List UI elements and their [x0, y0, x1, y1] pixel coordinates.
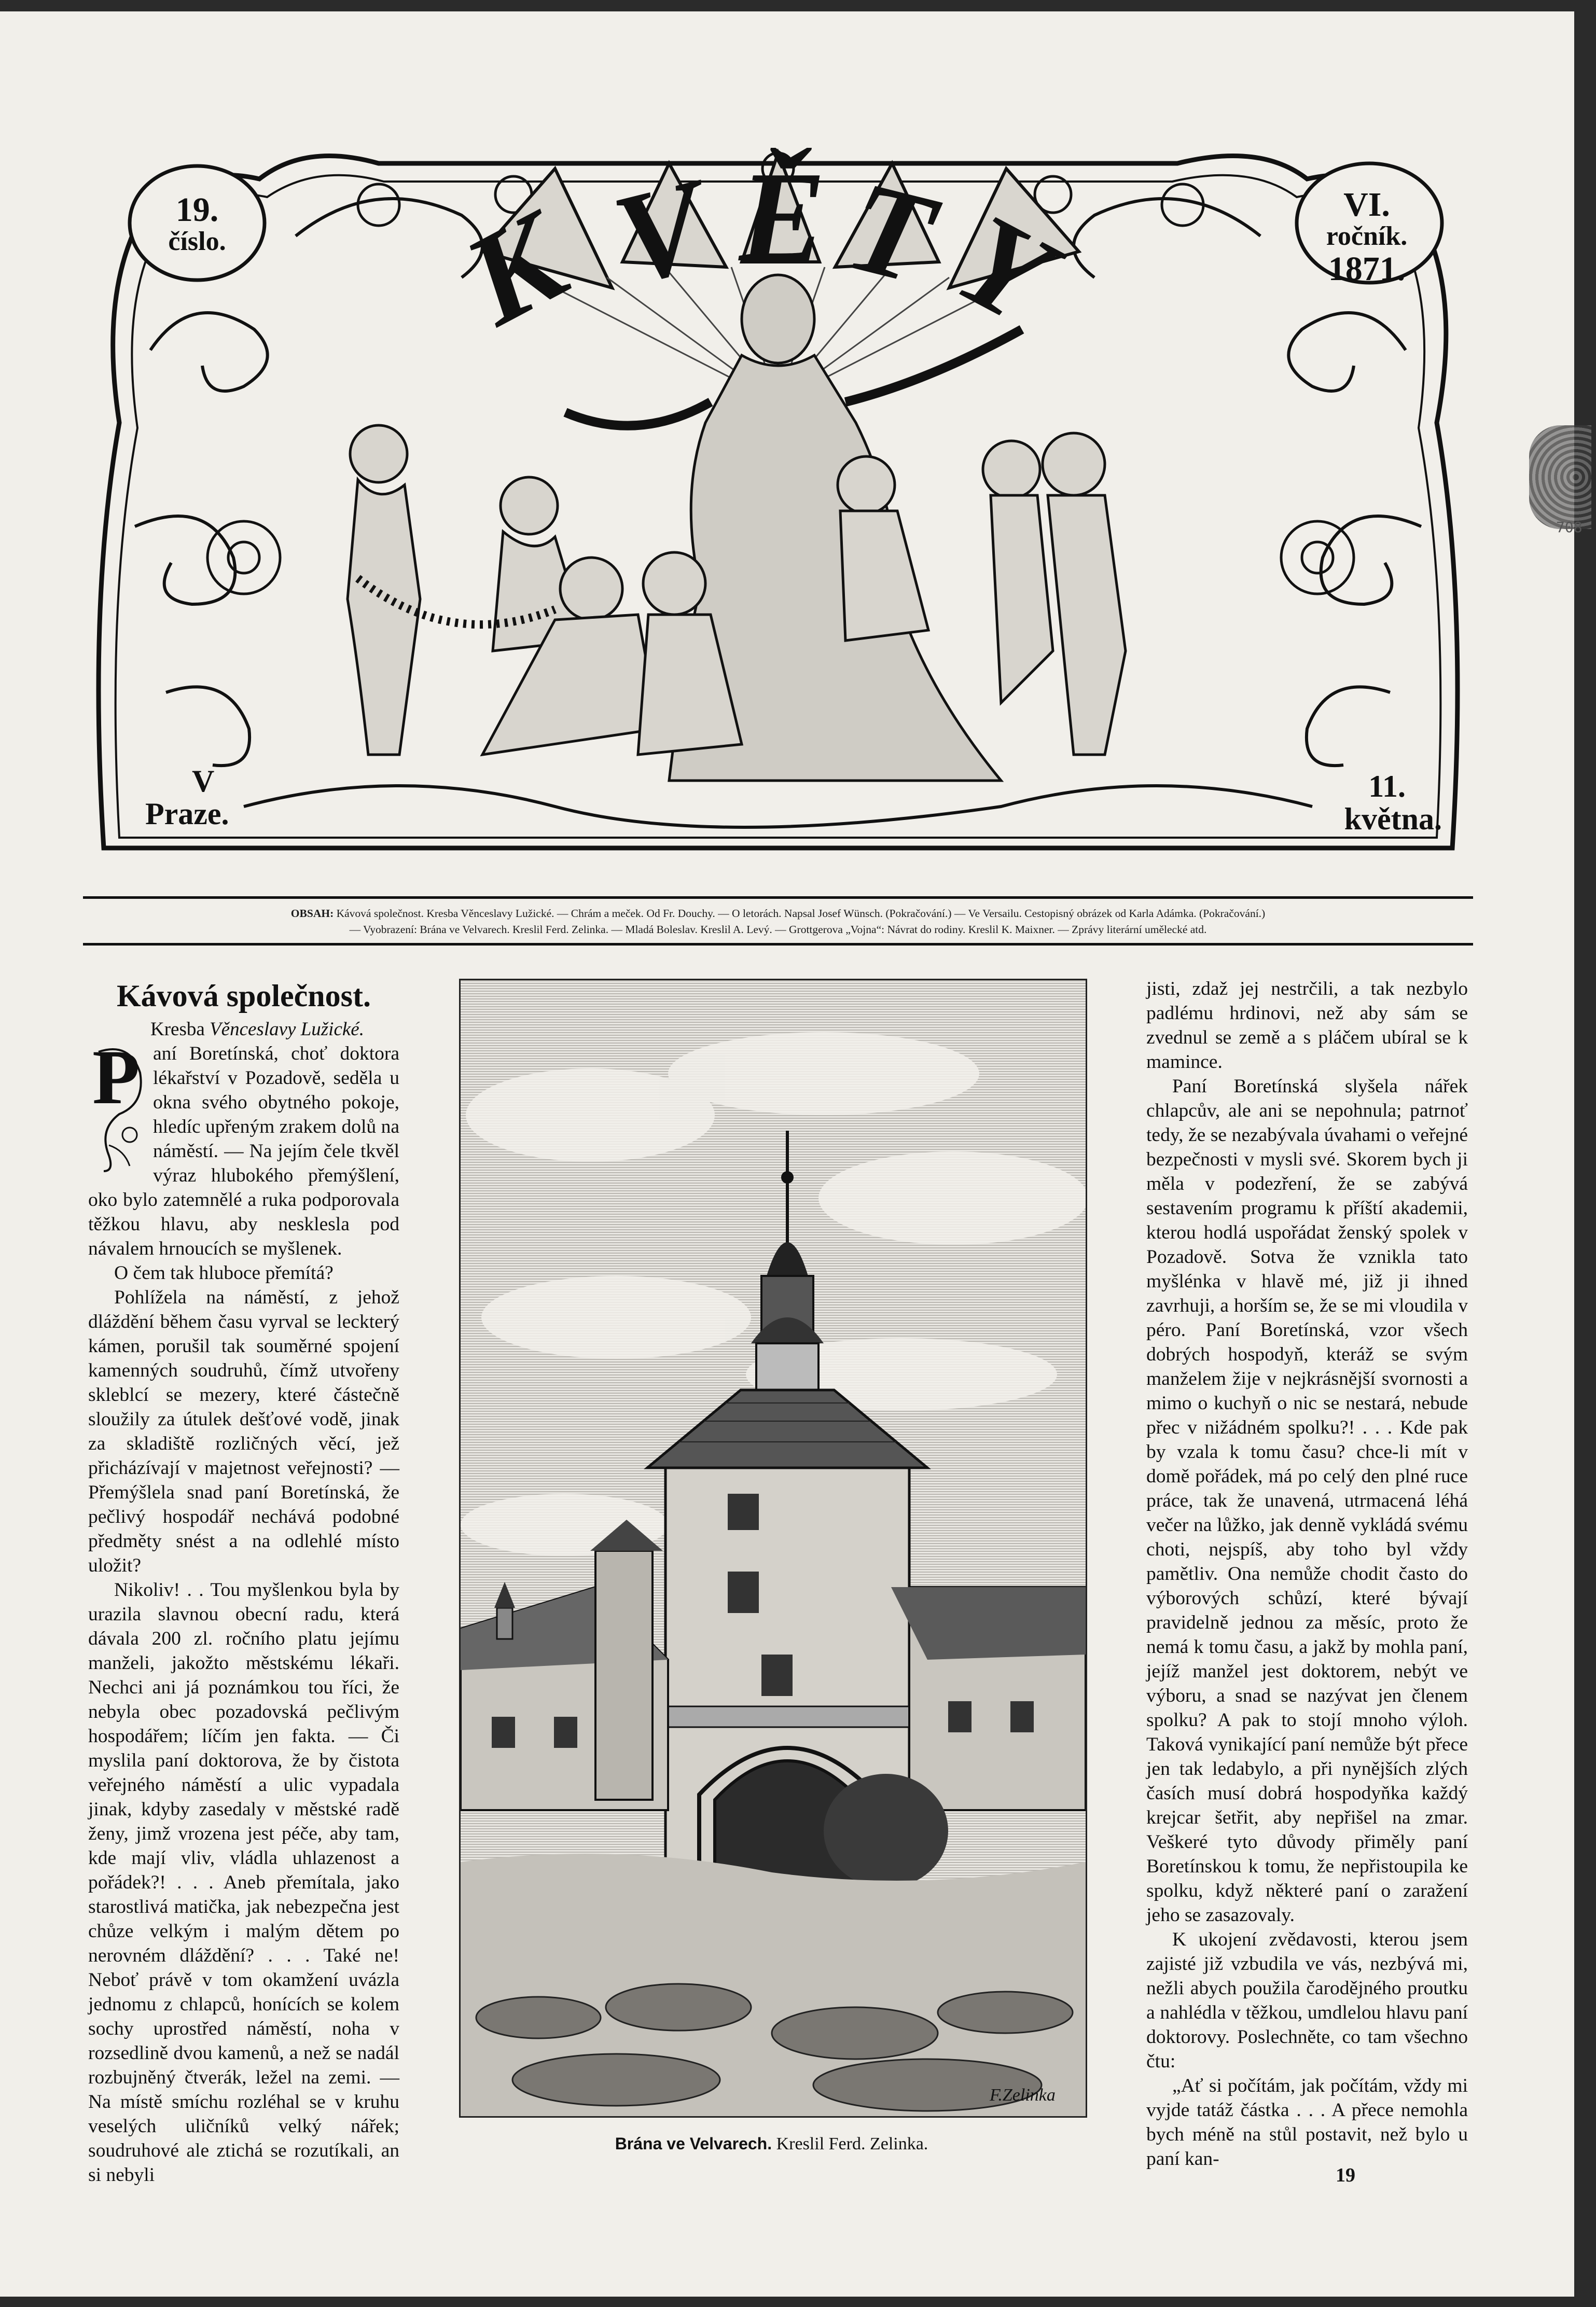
- article-column-right: [1146, 977, 1468, 2171]
- byline-author: Věnceslavy Lužické.: [210, 1019, 364, 1040]
- left-paragraph-1: aní Boretínská, choť doktora lékařství v Pozadově, seděla u okna svého obytného pokoje, hledíc upřeným zrakem dolů na náměstí. — Na jejím čele tkvěl výraz hlubokého přemýšlení, oko bylo zatemnělé a ruka podporovala těžkou hlavu, aby nesklesla pod návalem hrnoucích se myšlenek.: [88, 1043, 399, 1259]
- left-paragraph-4: Nikoliv! . . Tou myšlenkou byla by urazila slavnou obecní radu, která dávala 200 zl. ročního platu jejímu manželi, jakožto městskému lékaři. Nechci ani já poznámkou tou říci, že nebyla obec pozadovská pečlivým hospodářem; líčím jen fakta. — Či myslila paní doktorova, že by čistota veřejného náměstí a ulic vypadala jinak, kdyby zasedaly v městské radě ženy, jimž vrozena jest péče, aby tam, kde mají vliv, vládla uhlazenost a pořádek?! . . . Aneb přemítala, jako starostlivá matička, jak nebezpečna jest chůze velkým i malým dětem po nerovném dláždění? . . . Také ne! Neboť právě v tom okamžení uvázla jednomu z chlapců, honících se kolem sochy uprostřed náměstí, noha v rozsedlině dvou kamenů, a než se nadál rozbujněný čtverák, ležel na zemi. — Na místě smíchu rozléhal se v kruhu veselých uličníků velký nářek; soudruhové ale ztichá se rozutíkali, an si nebyli: [88, 1579, 399, 2186]
- contents-line-1: [83, 906, 1473, 922]
- title-letter-v: V: [601, 152, 720, 313]
- title-letter-y: Y: [936, 187, 1074, 351]
- contents-rule-top: [83, 896, 1473, 899]
- place: Praze.: [145, 797, 229, 831]
- issue-label: číslo.: [168, 227, 226, 257]
- caption-title: Brána ve Velvarech.: [615, 2134, 772, 2153]
- date-day: 11.: [1368, 769, 1406, 803]
- volume-label: ročník.: [1326, 221, 1408, 252]
- right-paragraph-4: „Ať si počítám, jak počítám, vždy mi vyjde tatáž částka . . . A přece nemohla bych méně na stůl postavit, než bylo u paní kan-: [1146, 2075, 1468, 2170]
- place-top: V: [192, 764, 215, 798]
- figure-caption: [459, 2134, 1084, 2154]
- library-stamp: [1529, 425, 1591, 529]
- illustration-gate-velvary: [459, 979, 1087, 2118]
- title-letter-t: T: [834, 153, 947, 312]
- issue-number: 19.: [175, 191, 219, 229]
- scan-edge-top: [0, 0, 1596, 11]
- dropcap-letter: P: [92, 1034, 140, 1120]
- place-of-publication: [145, 765, 280, 830]
- title-letter-e: Ě: [739, 145, 826, 289]
- date-month: května.: [1344, 802, 1442, 836]
- issue-date: [1292, 770, 1442, 836]
- volume: VI.: [1343, 186, 1390, 224]
- left-paragraph-3: Pohlížela na náměstí, z jehož dláždění během času vyrval se leckterý kámen, porušil tak souměrné spojení kamenných soudruhů, čímž utvořeny skleblcí se mezery, které částečně sloužily za útulek dešťové vodě, jinak za skladiště rozličných věcí, jež přicházívají v majetnost veřejnosti? — Přemýšlela snad paní Boretínská, že pečlivý hospodář nechává podobné předměty snést a na odlehlé místo uložit?: [88, 1287, 399, 1576]
- table-of-contents: [83, 906, 1473, 938]
- engraver-signature: F.Zelinka: [990, 2086, 1056, 2105]
- gate-tower-engraving: [461, 980, 1086, 2116]
- title-letter-k: K: [443, 185, 587, 353]
- right-paragraph-1: jisti, zdaž jej nestrčili, a tak nezbylo padlému hrdinovi, než aby sám se zvednul se země a s pláčem ubíral se k mamince.: [1146, 978, 1468, 1073]
- byline-prefix: Kresba: [150, 1019, 205, 1040]
- right-paragraph-2: Paní Boretínská slyšela nářek chlapcův, ale ani se nepohnula; patrnoť tedy, že se nezabývala úvahami o veřejné bezpečnosti v mysli své. Skorem bych ji měla v podezření, že se zabývá sestavením programu k příští akademii, kterou hodlá uspořádat ženský spolek v Pozadově. Sotva že vznikla tato myšlénka v hlavě mé, již ji ihned zavrhuji, a horším se, že se mi vloudila v péro. Paní Boretínská, vzor všech dobrých hospodyň, kteráž se svým manželem žije v nejkrásnější svornosti a mimo o kuchyň o nic se nestará, nebude přec v nižádném spolku?! . . . Kde pak by vzala k tomu času? chce-li mít v domě pořádek, má po celý den plné ruce práce, tak že unavená, utrmacená léhá večer na lůžko, jak denně vykládá svému choti, nejspíš, aby toho byl vždy pamětliv. Ona nemůže chodit často do výborových schůzí, které bývají pravidelně jednou za měsíc, proto že nemá k tomu času, a jakž by mohla paní, jejíž manžel jest doktorem, nebýt ve výboru, a snad se nazývat jen členem spolku? A pak to stojí mnoho výloh. Taková vynikající paní nemůže být přece jen tak ledabylo, a při nynějších zlých časích musí dobrá hospodyňka každý krejcar šetřit, aby nepřišel na zmar. Veškeré tyto důvody přiměly paní Boretínskou k tomu, že nepřistoupila ke spolku, když některé paní o zaražení jeho se zasazovaly.: [1146, 1076, 1468, 1926]
- contents-text-1: Kávová společnost. Kresba Věnceslavy Lužické. — Chrám a meček. Od Fr. Douchy. — O letorách. Napsal Josef Wünsch. (Pokračování.) — Ve Versailu. Cestopisný obrázek od Karla Adámka. (Pokračování.): [336, 907, 1266, 920]
- contents-rule-bottom: [83, 943, 1473, 946]
- masthead: [88, 132, 1468, 869]
- left-paragraph-2: O čem tak hluboce přemítá?: [114, 1262, 334, 1284]
- scan-edge-right: [1574, 0, 1596, 2307]
- page-number: 19: [1336, 2164, 1355, 2186]
- article-column-left: [88, 978, 399, 2187]
- right-paragraph-3: K ukojení zvědavosti, kterou jsem zajisté již vzbudila ve vás, nezbývá mi, nežli abych použila čarodějného proutku a nahlédla v těžkou, umdlelou hlavu paní doktorovy. Poslechněte, co tam všechno čtu:: [1146, 1929, 1468, 2072]
- caption-credit: Kreslil Ferd. Zelinka.: [776, 2134, 928, 2153]
- dropcap-ornament: [88, 1034, 148, 1174]
- scan-edge-bottom: [0, 2297, 1596, 2307]
- article-title: Kávová společnost.: [116, 979, 371, 1013]
- volume-medallion: [1289, 187, 1445, 287]
- stamp-number: 708: [1556, 519, 1583, 536]
- issue-number-medallion: [130, 192, 265, 256]
- contents-text-2: — Vyobrazení: Brána ve Velvarech. Kreslil Ferd. Zelinka. — Mladá Boleslav. Kreslil A. Levý. — Grottgerova „Vojna“: Návrat do rodiny. Kreslil K. Maixner. — Zprávy literární umělecké atd.: [349, 923, 1207, 936]
- year: 1871.: [1328, 249, 1406, 288]
- contents-label: OBSAH:: [290, 907, 334, 920]
